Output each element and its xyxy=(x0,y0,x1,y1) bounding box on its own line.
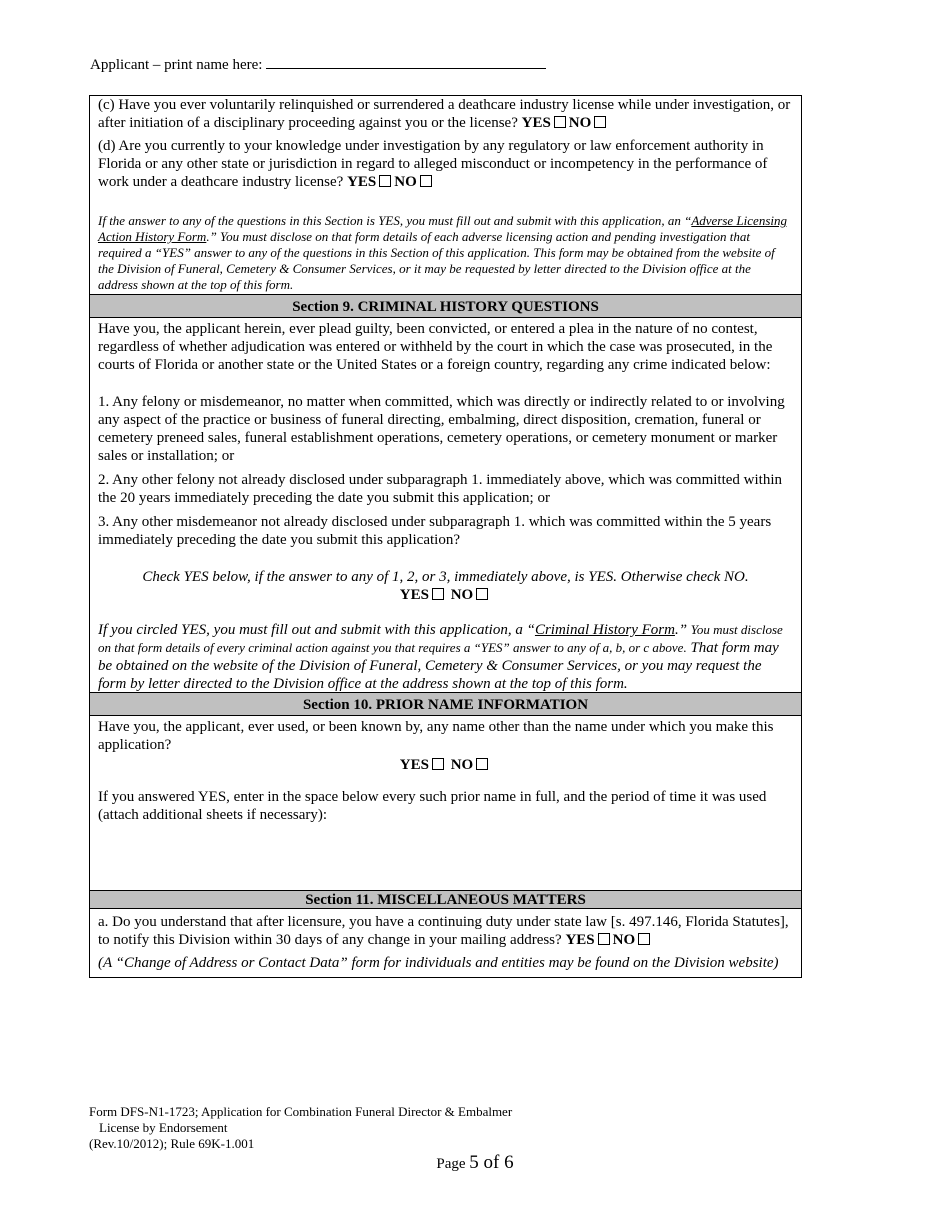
question-a xyxy=(90,909,801,949)
adverse-licensing-form-link[interactable]: Adverse Licensing Action History Form xyxy=(98,213,787,244)
yes-label: YES xyxy=(399,757,429,773)
applicant-name-field[interactable] xyxy=(266,56,546,69)
yes-label: YES xyxy=(399,587,429,603)
question-d-yes-checkbox[interactable] xyxy=(379,175,391,187)
question-d-text: (d) Are you currently to your knowledge under investigation by any regulatory or law enforcement authority in Florida or any other state or jurisdiction in regard to alleged misconduct or incompetency in the performance of work under a deathcare industry license? xyxy=(98,138,768,190)
yes-label: YES xyxy=(565,932,595,948)
no-label: NO xyxy=(394,174,417,190)
footer-revision: (Rev.10/2012); Rule 69K-1.001 xyxy=(89,1136,255,1151)
question-c-no-checkbox[interactable] xyxy=(594,116,606,128)
prior-name-question: Have you, the applicant, ever used, or been known by, any name other than the name under which you make this application? xyxy=(98,719,774,753)
adverse-action-note: If the answer to any of the questions in this Section is YES, you must fill out and submit with this application, an “Adverse Licensing Action History Form.” You must disclose on that form details of each adverse licensing action and pending investigation that required a “YES” answer to any of the questions in this Section of this application. This form may be obtained from the website of the Division of Funeral, Cemetery & Consumer Services, or it may be requested by letter directed to the Division office at the address shown at the top of this form. xyxy=(98,213,787,292)
change-of-address-note: (A “Change of Address or Contact Data” form for individuals and entities may be found on the Division website) xyxy=(98,955,779,971)
section-9-header: Section 9. CRIMINAL HISTORY QUESTIONS xyxy=(90,294,801,318)
criminal-item-3: 3. Any other misdemeanor not already disclosed under subparagraph 1. which was committed within the 5 years immediately preceding the date you submit this application? xyxy=(98,514,772,548)
footer-form-subtitle: License by Endorsement xyxy=(99,1120,228,1135)
question-a-yes-checkbox[interactable] xyxy=(598,933,610,945)
footer-form-id: Form DFS-N1-1723; Application for Combination Funeral Director & Embalmer xyxy=(89,1104,513,1119)
section-9-no-checkbox[interactable] xyxy=(476,588,488,600)
question-a-no-checkbox[interactable] xyxy=(638,933,650,945)
section-9-yes-checkbox[interactable] xyxy=(432,588,444,600)
question-c-text: (c) Have you ever voluntarily relinquished or surrendered a deathcare industry license while under investigation, or after initiation of a disciplinary proceeding against you or the license? xyxy=(98,97,791,131)
criminal-item-2: 2. Any other felony not already disclosed under subparagraph 1. immediately above, which was committed within the 20 years immediately preceding the date you submit this application; or xyxy=(98,472,782,506)
question-d-no-checkbox[interactable] xyxy=(420,175,432,187)
yes-label: YES xyxy=(347,174,377,190)
criminal-history-form-link[interactable]: Criminal History Form xyxy=(534,622,675,638)
question-d xyxy=(90,132,801,191)
section-9-intro: Have you, the applicant herein, ever plead guilty, been convicted, or entered a plea in the nature of no contest, regardless of whether adjudication was entered or withheld by the court in which the case was prosecuted, in the courts of Florida or another state or the United States or a foreign country, regarding any crime indicated below: xyxy=(98,321,773,373)
question-c xyxy=(90,96,801,132)
form-frame xyxy=(89,95,802,978)
no-label: NO xyxy=(612,932,636,948)
section-10-header: Section 10. PRIOR NAME INFORMATION xyxy=(90,692,801,716)
form-footer xyxy=(89,1104,512,1152)
yes-label: YES xyxy=(521,115,551,131)
prior-name-entry-area[interactable] xyxy=(90,824,801,890)
prior-name-instruction: If you answered YES, enter in the space below every such prior name in full, and the period of time it was used (attach additional sheets if necessary): xyxy=(98,789,767,823)
criminal-item-1: 1. Any felony or misdemeanor, no matter when committed, which was directly or indirectly related to or involving any aspect of the practice or business of funeral directing, embalming, direct disposition, cremation, funeral or cemetery preneed sales, funeral establishment operations, cemetery operations, or cemetery monument or marker sales or installation; or xyxy=(98,394,785,464)
question-a-text: a. Do you understand that after licensure, you have a continuing duty under state law [s. 497.146, Florida Statutes], to notify this Division within 30 days of any change in your mailing address? xyxy=(98,914,789,948)
no-label: NO xyxy=(450,587,474,603)
section-10-yes-checkbox[interactable] xyxy=(432,758,444,770)
section-11-header: Section 11. MISCELLANEOUS MATTERS xyxy=(90,890,801,909)
question-c-yes-checkbox[interactable] xyxy=(554,116,566,128)
applicant-name-label: Applicant – print name here: xyxy=(90,57,263,73)
section-9-answer xyxy=(90,586,801,604)
no-label: NO xyxy=(568,115,592,131)
section-10-answer xyxy=(90,754,801,774)
applicant-name-row xyxy=(90,56,546,74)
page-number: Page 5 of 6 xyxy=(436,1152,514,1173)
check-instruction: Check YES below, if the answer to any of 1, 2, or 3, immediately above, is YES. Otherwise check NO. xyxy=(142,569,749,585)
criminal-history-note: If you circled YES, you must fill out and submit with this application, a “Criminal History Form.” You must disclose on that form details of every criminal action against you that requires a “YES” answer to any of a, b, or c above. That form may be obtained on the website of the Division of Funeral, Cemetery & Consumer Services, or you may request the form by letter directed to the Division office at the address shown at the top of this form. xyxy=(98,622,783,692)
section-10-no-checkbox[interactable] xyxy=(476,758,488,770)
no-label: NO xyxy=(450,757,474,773)
